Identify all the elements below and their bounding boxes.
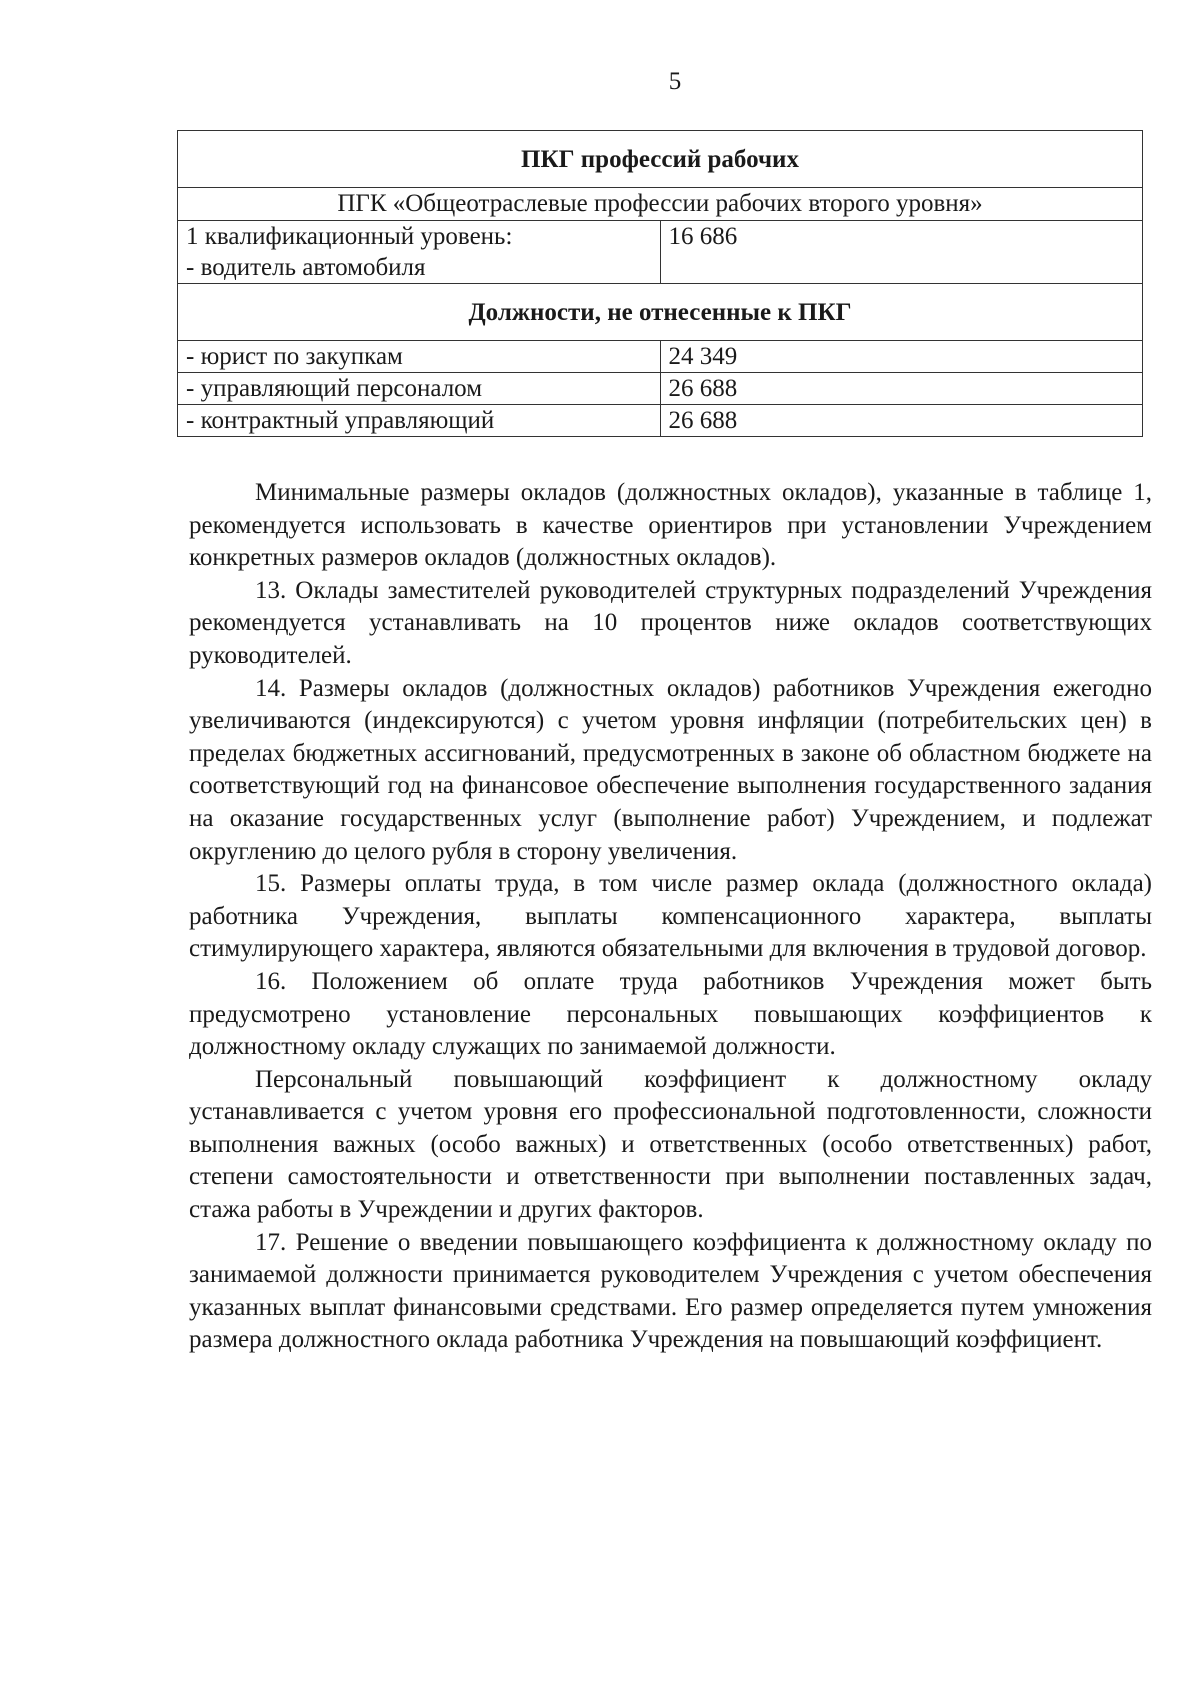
paragraph: 13. Оклады заместителей руководителей структурных подразделений Учреждения рекомендуется устанавливать на 10 процентов ниже окладов соответствующих руководителей. (189, 576, 1152, 669)
position-salary: 26 688 (660, 405, 1143, 437)
table-row (178, 341, 1143, 373)
section-title-other-positions: Должности, не отнесенные к ПКГ (178, 284, 1143, 341)
table-row (178, 373, 1143, 405)
salary-table (177, 130, 1143, 437)
table-section-row (178, 131, 1143, 188)
paragraph: 15. Размеры оплаты труда, в том числе размер оклада (должностного оклада) работника Учреждения, выплаты компенсационного характера, выплаты стимулирующего характера, являются обязательными для включения в трудовой договор. (189, 870, 1152, 963)
paragraph: 16. Положением об оплате труда работников Учреждения может быть предусмотрено установление персональных повышающих коэффициентов к должностному окладу служащих по занимаемой должности. (189, 967, 1152, 1061)
position-salary: 26 688 (660, 373, 1143, 405)
level-salary: 16 686 (660, 221, 1143, 284)
paragraph: 17. Решение о введении повышающего коэффициента к должностному окладу по занимаемой должности принимается руководителем Учреждения с учетом обеспечения указанных выплат финансовыми средствами. Его размер определяется путем умножения размера должностного оклада работника Учреждения на повышающий коэффициент. (189, 1228, 1152, 1354)
section-title-workers: ПКГ профессий рабочих (178, 131, 1143, 188)
document-body (189, 477, 1152, 1357)
position-salary: 24 349 (660, 341, 1143, 373)
paragraph: Персональный повышающий коэффициент к должностному окладу устанавливается с учетом уровня его профессиональной подготовленности, сложности выполнения важных (особо важных) и ответственных (особо ответственных) работ, степени самостоятельности и ответственности при выполнении поставленных задач, стажа работы в Учреждении и других факторов. (189, 1065, 1152, 1224)
page-number: 5 (668, 68, 682, 95)
position-name: - юрист по закупкам (178, 341, 661, 373)
position-name: - управляющий персоналом (178, 373, 661, 405)
paragraph: Минимальные размеры окладов (должностных окладов), указанные в таблице 1, рекомендуется использовать в качестве ориентиров при установлении Учреждением конкретных размеров окладов (должностных окладов). (189, 479, 1152, 572)
paragraph: 14. Размеры окладов (должностных окладов) работников Учреждения ежегодно увеличиваются (индексируются) с учетом уровня инфляции (потребительских цен) в пределах бюджетных ассигнований, предусмотренных в законе об областном бюджете на соответствующий год на финансовое обеспечение выполнения государственного задания на оказание государственных услуг (выполнение работ) Учреждением, и подлежат округлению до целого рубля в сторону увеличения. (189, 674, 1152, 865)
position-name: - контрактный управляющий (178, 405, 661, 437)
table-group-row (178, 188, 1143, 221)
level-position: - водитель автомобиля (186, 254, 426, 281)
table-section-row (178, 284, 1143, 341)
group-title: ПГК «Общеотраслевые профессии рабочих второго уровня» (178, 188, 1143, 221)
table-row (178, 221, 1143, 284)
level-label: 1 квалификационный уровень: (186, 223, 513, 250)
level-cell (178, 221, 661, 284)
table-row (178, 405, 1143, 437)
